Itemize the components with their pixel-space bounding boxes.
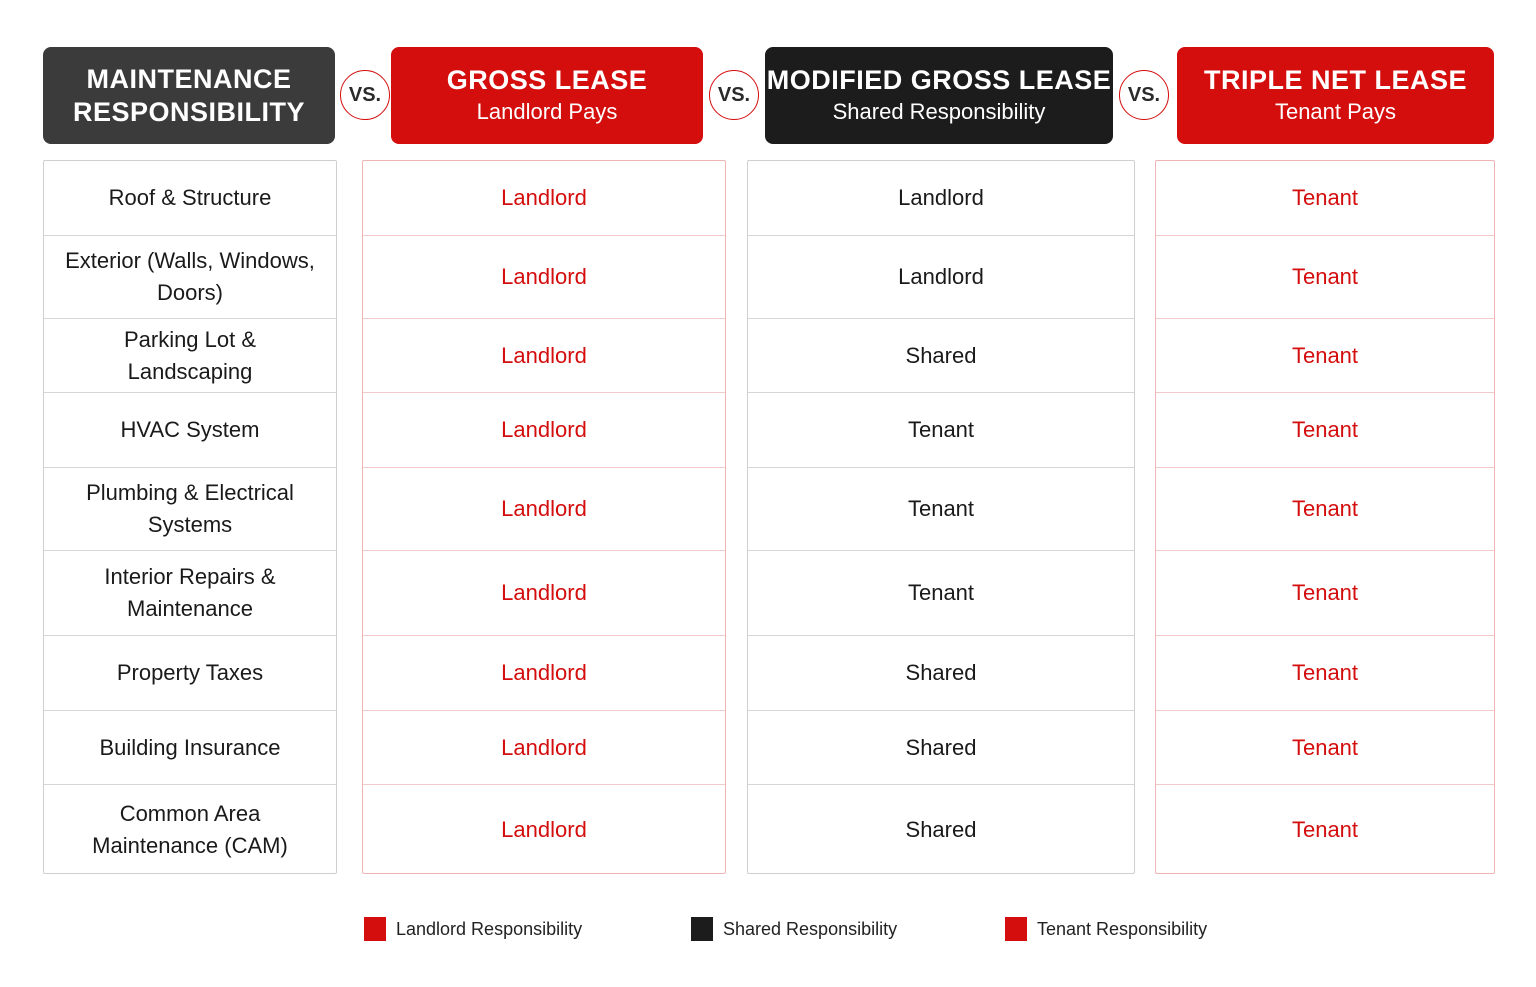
header-gross-lease: [391, 47, 703, 144]
item-cell: HVAC System: [44, 393, 336, 468]
triple-cell: Tenant: [1156, 636, 1494, 711]
triple-cell: Tenant: [1156, 319, 1494, 393]
legend-swatch: [364, 917, 386, 941]
column-gross-lease: [362, 160, 726, 874]
modified-cell: Shared: [748, 711, 1134, 785]
gross-cell: Landlord: [363, 236, 725, 319]
item-cell: Roof & Structure: [44, 161, 336, 236]
gross-cell: Landlord: [363, 319, 725, 393]
vs-badge: VS.: [340, 70, 390, 120]
triple-cell: Tenant: [1156, 468, 1494, 551]
gross-cell: Landlord: [363, 551, 725, 636]
header-subtitle: Shared Responsibility: [832, 99, 1046, 124]
legend-shared: [691, 914, 897, 944]
header-subtitle: Tenant Pays: [1274, 99, 1397, 124]
column-triple-net-lease: [1155, 160, 1495, 874]
legend-swatch: [691, 917, 713, 941]
vs-badge: VS.: [709, 70, 759, 120]
modified-cell: Landlord: [748, 236, 1134, 319]
legend-landlord: [364, 914, 582, 944]
legend-label: Shared Responsibility: [723, 918, 898, 939]
header-title: MODIFIED GROSS LEASE: [766, 65, 1112, 95]
gross-cell: Landlord: [363, 711, 725, 785]
header-triple-net-lease: [1177, 47, 1494, 144]
modified-cell: Tenant: [748, 551, 1134, 636]
triple-cell: Tenant: [1156, 393, 1494, 468]
item-cell: Common Area Maintenance (CAM): [92, 801, 288, 858]
triple-cell: Tenant: [1156, 711, 1494, 785]
modified-cell: Tenant: [748, 468, 1134, 551]
legend-swatch: [1005, 917, 1027, 941]
header-modified-gross-lease: [765, 47, 1113, 144]
item-cell: Exterior (Walls, Windows, Doors): [44, 236, 336, 319]
item-cell: Building Insurance: [44, 711, 336, 785]
triple-cell: Tenant: [1156, 236, 1494, 319]
header-title: GROSS LEASE: [446, 65, 648, 95]
item-cell: Parking Lot & Landscaping: [44, 319, 336, 393]
vs-badge: VS.: [1119, 70, 1169, 120]
gross-cell: Landlord: [363, 468, 725, 551]
gross-cell: Landlord: [363, 393, 725, 468]
gross-cell: Landlord: [363, 161, 725, 236]
item-cell: Interior Repairs & Maintenance: [44, 551, 336, 636]
legend-label: Tenant Responsibility: [1037, 918, 1208, 939]
item-cell: Plumbing & Electrical Systems: [44, 468, 336, 551]
header-subtitle: Landlord Pays: [476, 99, 618, 124]
triple-cell: Tenant: [1156, 161, 1494, 236]
triple-cell: Tenant: [1156, 551, 1494, 636]
legend-tenant: [1005, 914, 1207, 944]
modified-cell: Tenant: [748, 393, 1134, 468]
modified-cell: Shared: [905, 817, 977, 842]
gross-cell: Landlord: [363, 636, 725, 711]
item-cell: Property Taxes: [44, 636, 336, 711]
modified-cell: Shared: [748, 636, 1134, 711]
header-maintenance-responsibility: [43, 47, 335, 144]
column-modified-gross-lease: [747, 160, 1135, 874]
column-items: [43, 160, 337, 874]
modified-cell: Shared: [748, 319, 1134, 393]
header-title: TRIPLE NET LEASE: [1203, 65, 1468, 95]
legend-label: Landlord Responsibility: [396, 918, 583, 939]
modified-cell: Landlord: [748, 161, 1134, 236]
header-title: MAINTENANCE RESPONSIBILITY: [72, 63, 306, 127]
gross-cell: Landlord: [501, 817, 587, 842]
triple-cell: Tenant: [1291, 817, 1359, 842]
